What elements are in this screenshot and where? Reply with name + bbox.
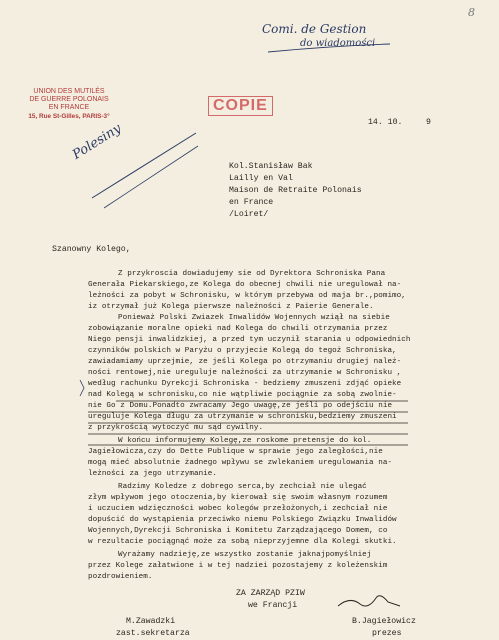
margin-note: Polesiny bbox=[70, 121, 125, 163]
body-line: Generała Piekarskiego,ze Kolega do obecnej chwili nie uregulował na- bbox=[88, 281, 402, 289]
body-line: przez Kolege załatwione i w tej nadziei pozostajemy z koleżenskim bbox=[88, 562, 388, 570]
letterhead bbox=[14, 88, 124, 121]
addressee-line-5: /Loiret/ bbox=[229, 210, 269, 219]
body-line: mogą mieć absolutnie żadnego wpływu se zwlekaniem uregulowania na- bbox=[88, 459, 393, 467]
annotation-line-1: Comi. de Gestion bbox=[262, 22, 367, 36]
greeting: Szanowny Kolego, bbox=[52, 245, 131, 254]
letterhead-line-4: 15, Rue St-Gilles, PARIS-3° bbox=[28, 112, 110, 120]
signatory-name-2: B.Jagiełowicz bbox=[352, 617, 416, 626]
margin-bracket bbox=[80, 380, 84, 396]
body-line: według rachunku Dyrekcji Schroniska - bedziemy zmuszeni zdjąć opieke bbox=[88, 380, 402, 388]
date-year: 9 bbox=[426, 118, 431, 127]
addressee-line-1: Kol.Stanisław Bak bbox=[229, 162, 313, 171]
letterhead-line-3: EN FRANCE bbox=[48, 104, 90, 112]
body-line: W końcu informujemy Kolegę,ze roskome pretensje do kol. bbox=[118, 437, 372, 445]
body-line: leżności za jego utrzymanie. bbox=[88, 470, 217, 478]
body-line: ności rentowej,nie ureguluje należności za utrzymanie w Schronisku , bbox=[88, 369, 402, 377]
body-line: Radzimy Koledze z dobrego serca,by zechciał nie ulegać bbox=[118, 483, 367, 491]
body-line: Z przykroscia dowiadujemy sie od Dyrektora Schroniska Pana bbox=[118, 270, 386, 278]
body-line: zawiadamiamy uprzejmie, ze jeśli Kolega po otrzymaniu drugiej należ- bbox=[88, 358, 402, 366]
letterhead-line-2: DE GUERRE POLONAIS bbox=[29, 96, 109, 104]
body-line: zobowiązanie moralne opieki nad Kolega do chwili otrzymania przez bbox=[88, 325, 388, 333]
body-line: Jagiełowicza,czy do Dette Publique w sprawie jego zaległości,nie bbox=[88, 448, 383, 456]
body-line: nad Kolegą w schronisku,co nie wątpliwie pociągnie za sobą zwolnie- bbox=[88, 391, 397, 399]
margin-diagonal-line-2 bbox=[104, 146, 198, 208]
body-line: z przykrością wytoczyć mu sąd cywilny. bbox=[88, 424, 264, 432]
copy-stamp: COPIE bbox=[208, 96, 273, 116]
letterhead-line-1: UNION DES MUTILÉS bbox=[33, 88, 105, 95]
signatory-role-2: prezes bbox=[372, 629, 402, 638]
body-line: nie Go z Domu.Ponadto zwracamy Jego uwagę,ze jeśli po odejściu nie bbox=[88, 402, 393, 410]
signatory-name-1: M.Zawadzki bbox=[126, 617, 176, 626]
body-line: pozdrowieniem. bbox=[88, 573, 153, 581]
body-line: w rezultacie pociągnąć może za sobą nieprzyjemne dla Kolegi skutki. bbox=[88, 538, 397, 546]
body-line: złym wpływom jego otoczenia,by kierował się swoim własnym rozumem bbox=[88, 494, 388, 502]
body-line: Wojennych,Dyrekcji Schroniska i Komitetu Zarządzającego Domem, co bbox=[88, 527, 388, 535]
body-line: leżności za pobyt w Schronisku, w którym przebywa od maja br.,pomimo, bbox=[88, 292, 406, 300]
addressee-line-2: Lailly en Val bbox=[229, 174, 293, 183]
body-line: ureguluje Kolega długu za utrzymanie w schronisku,bedziemy zmuszeni bbox=[88, 413, 397, 421]
org-signature-line-1: ZA ZARZĄD PZIW bbox=[236, 589, 305, 598]
body-line: Ponieważ Polski Zwiazek Inwalidów Wojennych wziął na siebie bbox=[118, 314, 390, 322]
addressee-line-3: Maison de Retraite Polonais bbox=[229, 186, 362, 195]
date-day-month: 14. 10. bbox=[368, 118, 403, 127]
body-line: i uczuciem wdzięczności wobec kolegów przełożonych,i zechciał nie bbox=[88, 505, 388, 513]
signatory-role-1: zast.sekretarza bbox=[116, 629, 190, 638]
org-signature-line-2: we Francji bbox=[248, 601, 298, 610]
addressee-line-4: en France bbox=[229, 198, 274, 207]
body-line: czynników polskich w Paryżu o przyjecie Kolegą do tegoż Schroniska, bbox=[88, 347, 397, 355]
body-line: iz otrzymał już Kolega pierwsze należności z Paierie Generale. bbox=[88, 303, 374, 311]
corner-number: 8 bbox=[468, 6, 475, 19]
body-line: dopuścić do wystąpienia przeciwko niemu Polskiego Związku Inwalidów bbox=[88, 516, 397, 524]
body-line: Niego pensji inwalidzkiej, a przed tym uczynił starania u odpowiednich bbox=[88, 336, 411, 344]
signature-scribble bbox=[338, 596, 400, 606]
annotation-line-2: do wiadomości bbox=[300, 38, 376, 49]
body-line: Wyrażamy nadzieję,ze wszystko zostanie jaknajpomyślniej bbox=[118, 551, 372, 559]
